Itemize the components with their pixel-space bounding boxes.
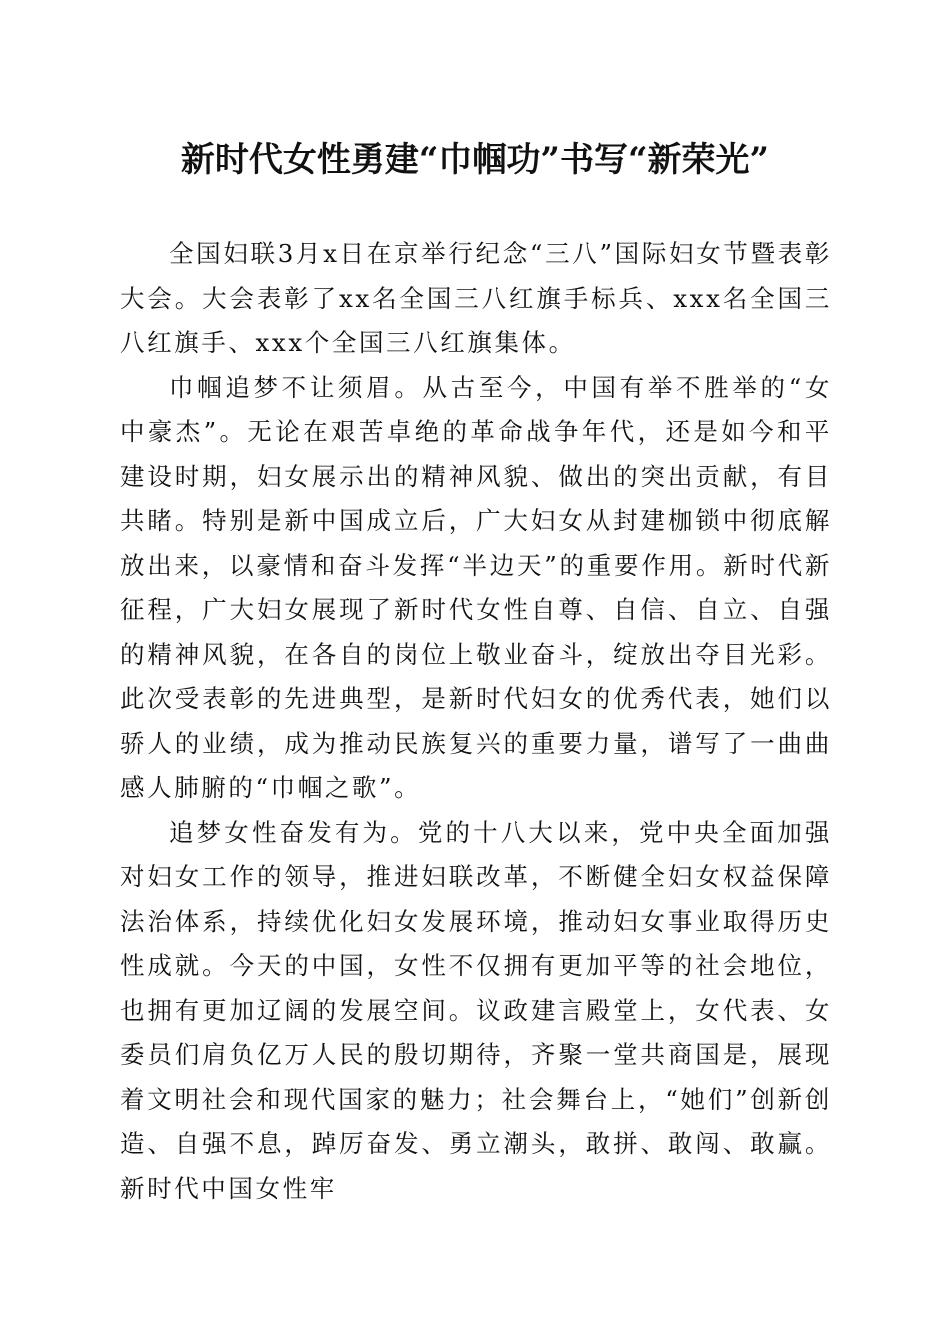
paragraph-1: 全国妇联3月x日在京举行纪念“三八”国际妇女节暨表彰大会。大会表彰了xx名全国三八红旗手标兵、xxx名全国三八红旗手、xxx个全国三八红旗集体。 (120, 239, 832, 357)
document-title: 新时代女性勇建“巾帼功”书写“新荣光” (180, 140, 770, 180)
document-body (120, 232, 832, 1211)
paragraph-2: 巾帼追梦不让须眉。从古至今，中国有举不胜举的“女中豪杰”。无论在艰苦卓绝的革命战争年代，还是如今和平建设时期，妇女展示出的精神风貌、做出的突出贡献，有目共睹。特别是新中国成立后，广大妇女从封建枷锁中彻底解放出来，以豪情和奋斗发挥“半边天”的重要作用。新时代新征程，广大妇女展现了新时代女性自尊、自信、自立、自强的精神风貌，在各自的岗位上敬业奋斗，绽放出夺目光彩。此次受表彰的先进典型，是新时代妇女的优秀代表，她们以骄人的业绩，成为推动民族复兴的重要力量，谱写了一曲曲感人肺腑的“巾帼之歌”。 (120, 372, 832, 802)
paragraph-3: 追梦女性奋发有为。党的十八大以来，党中央全面加强对妇女工作的领导，推进妇联改革，不断健全妇女权益保障法治体系，持续优化妇女发展环境，推动妇女事业取得历史性成就。今天的中国，女性不仅拥有更加平等的社会地位，也拥有更加辽阔的发展空间。议政建言殿堂上，女代表、女委员们肩负亿万人民的殷切期待，齐聚一堂共商国是，展现着文明社会和现代国家的魅力；社会舞台上，“她们”创新创造、自强不息，踔厉奋发、勇立潮头，敢拼、敢闯、敢赢。新时代中国女性牢 (120, 817, 832, 1203)
